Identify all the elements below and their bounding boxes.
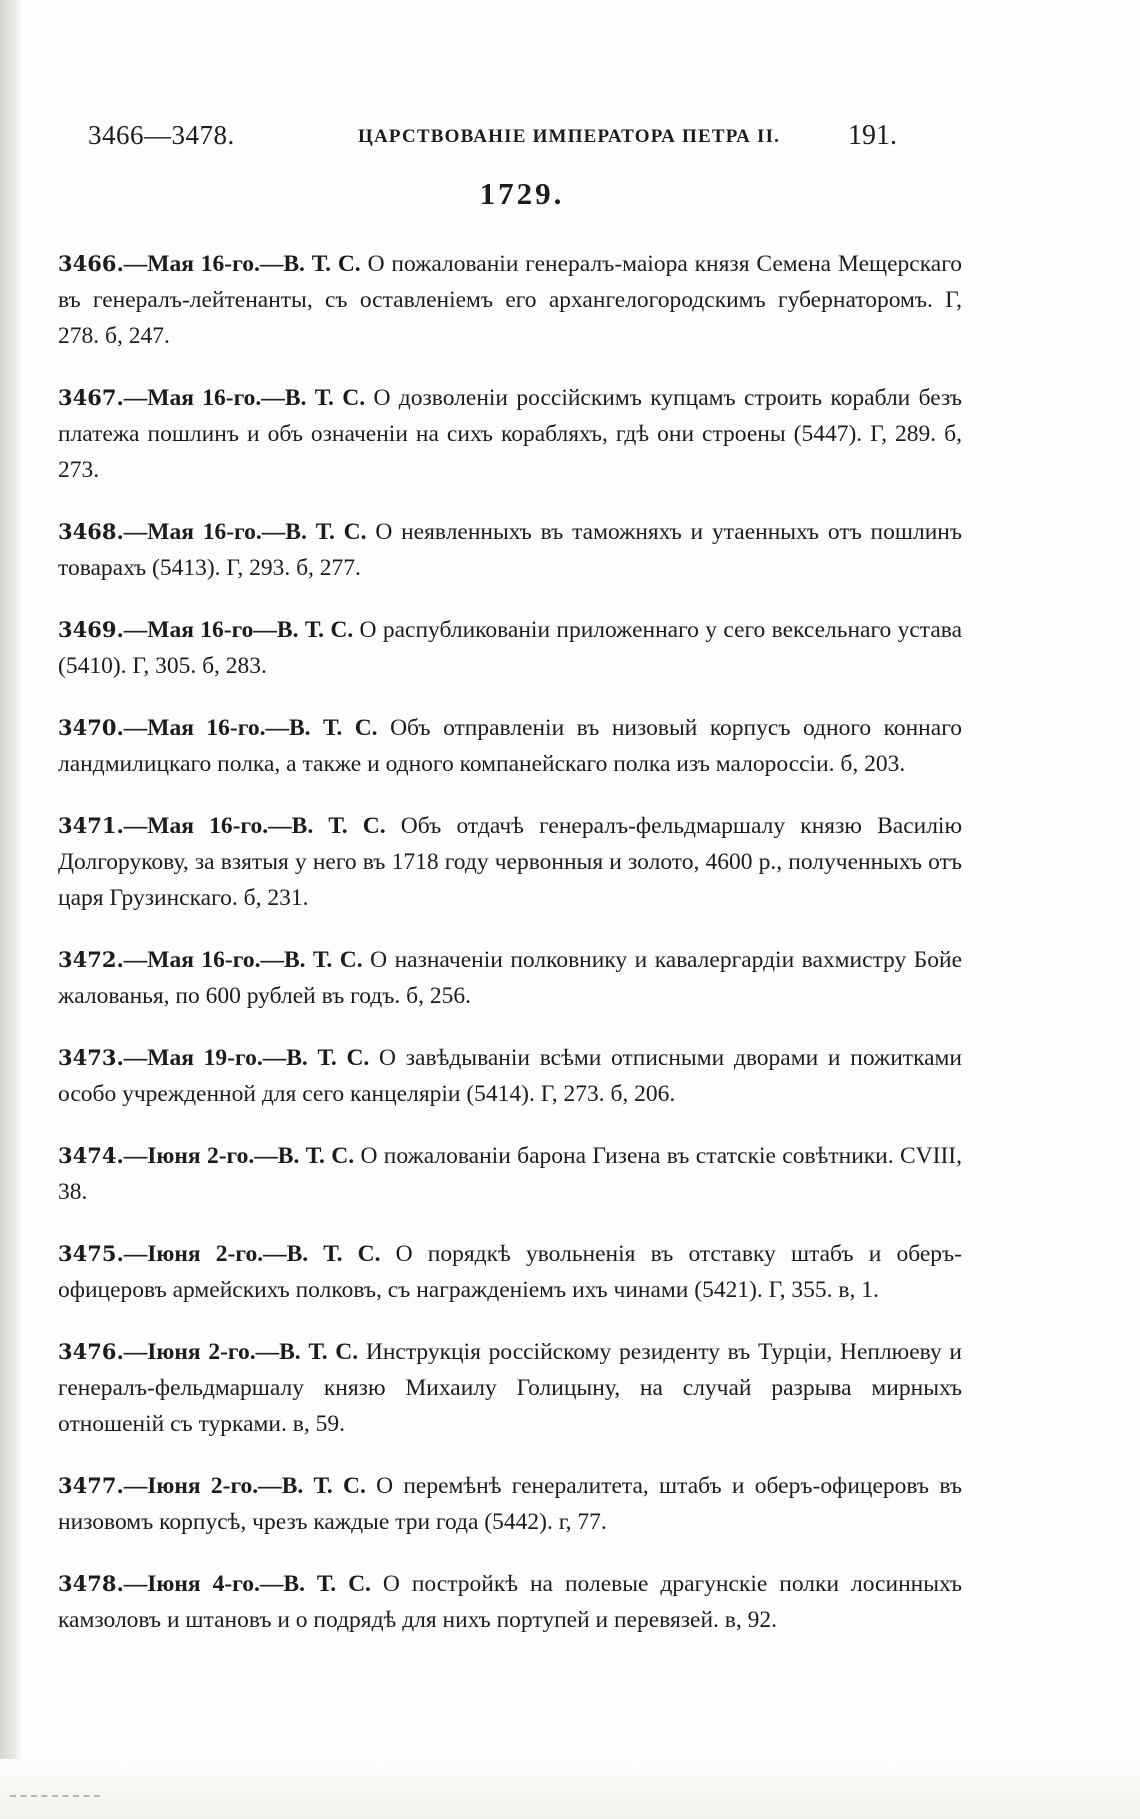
entry-number: 3477. xyxy=(58,1473,124,1498)
entry-date: —Мая 16-го.— xyxy=(123,519,286,545)
entry-number: 3474. xyxy=(58,1143,124,1168)
entry-3477 xyxy=(58,1468,962,1540)
entry-3468 xyxy=(58,514,962,586)
entry-doc-type: В. Т. С. xyxy=(283,947,363,973)
entry-doc-type: В. Т. С. xyxy=(283,251,361,277)
entry-date: —Мая 19-го.— xyxy=(123,1045,287,1071)
entry-text: О перемѣнѣ генералитета, штабъ и оберъ-офицеровъ въ низовомъ корпусѣ, чрезъ каждые три года (5442). г, 77. xyxy=(58,1473,962,1535)
entry-text: Объ отправленіи въ низовый корпусъ одного коннаго ландмилицкаго полка, а также и одного компанейскаго полка изъ малороссіи. б, 203. xyxy=(58,715,962,777)
entry-doc-type: В. Т. С. xyxy=(281,1473,366,1499)
entry-doc-type: В. Т. С. xyxy=(277,1143,355,1169)
entry-number: 3468. xyxy=(58,519,124,544)
scan-dash-mark xyxy=(10,1795,100,1797)
entry-doc-type: В. Т. С. xyxy=(279,1339,359,1365)
entry-date: —Іюня 2-го.— xyxy=(123,1241,287,1267)
entry-text: О назначеніи полковнику и кавалергардіи вахмистру Бойе жалованья, по 600 рублей въ годъ. б, 256. xyxy=(58,947,963,1009)
entry-doc-type: В. Т. С. xyxy=(286,1045,370,1071)
entry-date: —Мая 16-го.— xyxy=(123,385,285,411)
entry-date: —Іюня 2-го.— xyxy=(123,1143,278,1169)
entry-number: 3478. xyxy=(58,1571,124,1596)
entry-number: 3466. xyxy=(58,251,124,276)
entry-number: 3471. xyxy=(58,813,124,838)
entry-text: О неявленныхъ въ таможняхъ и утаенныхъ отъ пошлинъ товарахъ (5413). Г, 293. б, 277. xyxy=(58,519,963,581)
entry-date: —Іюня 4-го.— xyxy=(123,1571,284,1597)
entry-text: О пожалованіи генералъ-маіора князя Семена Мещерскаго въ генералъ-лейтенанты, съ оставленіемъ его архангелогородскимъ губернаторомъ. Г, 278. б, 247. xyxy=(58,251,962,349)
entry-3466 xyxy=(58,246,962,354)
entry-number: 3473. xyxy=(58,1045,124,1070)
scan-bottom-shadow xyxy=(0,1759,1140,1819)
entry-doc-type: В. Т. С. xyxy=(286,1241,381,1267)
entry-3469 xyxy=(58,612,962,684)
entry-3467 xyxy=(58,380,962,488)
entry-doc-type: В. Т. С. xyxy=(276,617,354,643)
entry-3475 xyxy=(58,1236,962,1308)
entry-text: О завѣдываніи всѣми отписными дворами и пожитками особо учрежденной для сего канцеляріи (5414). Г, 273. б, 206. xyxy=(58,1045,963,1107)
entry-text: О постройкѣ на полевые драгунскіе полки лосинныхъ камзоловъ и штановъ и о подрядѣ для нихъ портупей и перевязей. в, 92. xyxy=(58,1571,963,1633)
entry-number: 3470. xyxy=(58,715,124,740)
entry-text: Объ отдачѣ генералъ-фельдмаршалу князю Василію Долгорукову, за взятыя у него въ 1718 году червонныя и золото, 4600 р., полученныхъ отъ царя Грузинскаго. б, 231. xyxy=(58,813,963,911)
entry-doc-type: В. Т. С. xyxy=(283,1571,371,1597)
running-title: ЦАРСТВОВАНІЕ ИМПЕРАТОРА ПЕТРА II. xyxy=(358,126,781,147)
entry-3478 xyxy=(58,1566,962,1638)
entry-doc-type: В. Т. С. xyxy=(288,715,378,741)
entries-list xyxy=(58,246,962,1638)
entry-range: 3466—3478. xyxy=(88,120,235,150)
entry-text: О дозволеніи россійскимъ купцамъ строить корабли безъ платежа пошлинъ и объ означеніи на сихъ корабляхъ, гдѣ они строены (5447). Г, 289. б, 273. xyxy=(58,385,963,483)
entry-number: 3476. xyxy=(58,1339,124,1364)
entry-number: 3467. xyxy=(58,385,124,410)
entry-date: —Іюня 2-го.— xyxy=(123,1473,282,1499)
entry-date: —Мая 16-го.— xyxy=(123,813,292,839)
page-number: 191. xyxy=(848,120,897,151)
entry-3473 xyxy=(58,1040,962,1112)
entry-doc-type: В. Т. С. xyxy=(285,519,367,545)
entry-text: О распубликованіи приложеннаго у сего вексельнаго устава (5410). Г, 305. б, 283. xyxy=(58,617,962,679)
page-header xyxy=(58,120,962,168)
entry-doc-type: В. Т. С. xyxy=(284,385,366,411)
year-heading: 1729. xyxy=(479,176,565,211)
entry-date: —Мая 16-го.— xyxy=(123,947,284,973)
entry-3470 xyxy=(58,710,962,782)
book-page xyxy=(58,120,962,1664)
entry-3472 xyxy=(58,942,962,1014)
scan-left-edge xyxy=(0,0,22,1819)
entry-date: —Мая 16-го.— xyxy=(123,251,284,277)
entry-3471 xyxy=(58,808,962,916)
entry-number: 3469. xyxy=(58,617,124,642)
entry-doc-type: В. Т. С. xyxy=(291,813,386,839)
entry-text: О порядкѣ увольненія въ отставку штабъ и оберъ-офицеровъ армейскихъ полковъ, съ награжденіемъ ихъ чинами (5421). Г, 355. в, 1. xyxy=(58,1241,962,1303)
entry-text: Инструкція россійскому резиденту въ Турціи, Неплюеву и генералъ-фельдмаршалу князю Михаилу Голицыну, на случай разрыва мирныхъ отношеній съ турками. в, 59. xyxy=(58,1339,962,1437)
entry-text: О пожалованіи барона Гизена въ статскіе совѣтники. CVIII, 38. xyxy=(58,1143,962,1205)
entry-date: —Мая 16-го.— xyxy=(123,715,289,741)
entry-3474 xyxy=(58,1138,962,1210)
entry-date: —Мая 16-го— xyxy=(123,617,277,643)
entry-number: 3472. xyxy=(58,947,124,972)
entry-number: 3475. xyxy=(58,1241,124,1266)
entry-date: —Іюня 2-го.— xyxy=(123,1339,280,1365)
entry-3476 xyxy=(58,1334,962,1442)
